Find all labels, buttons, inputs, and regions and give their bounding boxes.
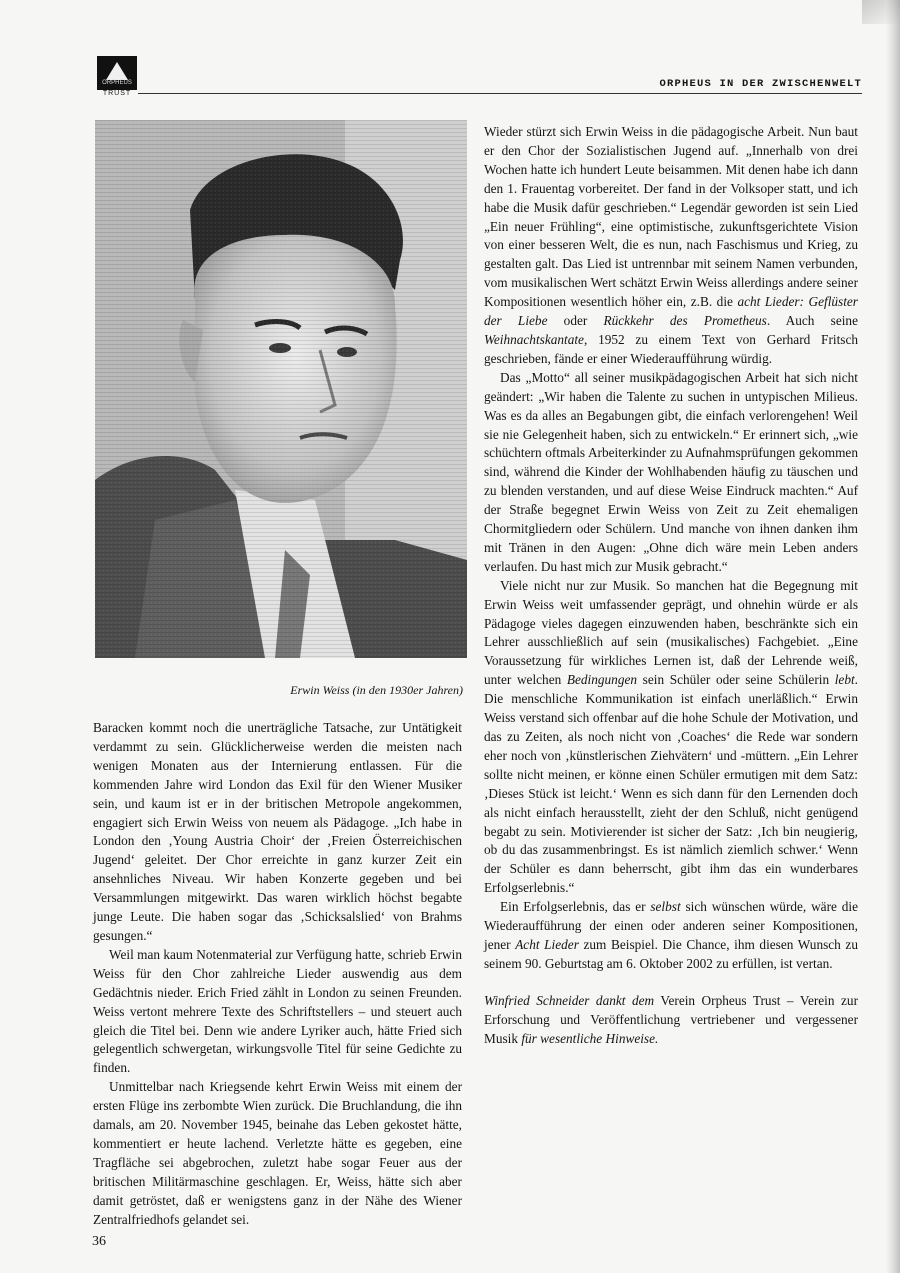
text-run: , 1952 zu einem Text von Gerhard Fritsch geschrieben, fände er einer Wiederaufführung würdig.	[484, 331, 858, 366]
header-rule	[138, 93, 862, 94]
left-paragraph-2: Weil man kaum Notenmaterial zur Verfügung hatte, schrieb Erwin Weiss für den Chor zahlreiche Lieder auswendig aus dem Gedächtnis nieder. Erich Fried zählt in London zu seinen Freunden. Weiss vertont mehrere Texte des Schriftstellers – und steuert auch gleich die Titel bei. Denn wie andere Lyriker auch, hätte Fried sich gelegentlich schwergetan, wirkungsvolle Titel für seine Gedichte zu finden.	[93, 946, 462, 1076]
right-paragraph-4	[484, 898, 858, 974]
text-run: Wieder stürzt sich Erwin Weiss in die pädagogische Arbeit. Nun baut er den Chor der Sozialistischen Jugend auf. „Innerhalb von drei Wochen hatte ich hundert Leute beisammen. Mit denen habe ich dann den 1. Frauentag vorbereitet. Der fand in der Volksoper statt, und ich habe die Musik dafür geschrieben.“ Legendär geworden ist sein Lied „Ein neuer Frühling“, eine optimistische, zukunftsgerichtete Vision von einer besseren Welt, die es nun, nach Faschismus und Krieg, zu gestalten galt. Das Lied ist untrennbar mit seinem Namen verbunden, vom musikalischen Wert schätzt Erwin Weiss allerdings andere seiner Kompositionen wesentlich höher ein, z.B. die	[484, 124, 858, 310]
left-paragraph-1: Baracken kommt noch die unerträgliche Tatsache, zur Untätigkeit verdammt zu sein. Glücklicherweise werden die meisten nach wenigen Monaten aus der Internierung entlassen. Für die kommenden Jahre wird London das Exil für den Wiener Musiker sein, und kaum ist er in der britischen Metropole angekommen, engagiert sich Erwin Weiss von neuem als Pädagoge. „Ich habe in London den ‚Young Austria Choir‘ der ‚Freien Österreichischen Jugend‘ geleitet. Der Chor erreichte in ganz kurzer Zeit ein ansehnliches Niveau. Wir haben Konzerte gegeben und bei Versammlungen mitgewirkt. Das waren wirklich höchst begabte junge Leute. Die haben sogar das ‚Schicksalslied‘ von Brahms gesungen.“	[93, 720, 462, 943]
ack-author: Winfried Schneider dankt dem	[484, 992, 655, 1008]
page-number: 36	[92, 1234, 106, 1249]
text-run: Viele nicht nur zur Musik. So manchen hat die Begegnung mit Erwin Weiss weit umfassender geprägt, und ohnehin würde er als Pädagoge vieles dagegen einzuwenden haben, beschränkte sich ein Lehrer ausschließlich auf sein (musikalisches) Fachgebiet. „Eine Voraussetzung für wirkliches Lernen ist, daß der Lehrende weiß, unter welchen	[484, 577, 858, 688]
left-paragraph-3: Unmittelbar nach Kriegsende kehrt Erwin Weiss mit einem der ersten Flüge ins zerbombte Wien zurück. Die Bruchlandung, die ihn damals, am 20. November 1945, beinahe das Leben gekostet hätte, kommentiert er heute lachend. Verletzte hätte es gegeben, eine Tragfläche sei abgebrochen, zuletzt habe sogar Feuer aus der britischen Militärmaschine geschlagen. Er, Weiss, hätte sich aber damit getröstet, daß er wenigstens ganz in der Nähe des Wiener Zentralfriedhofs gelandet sei.	[93, 1079, 462, 1227]
work-title: Acht Lieder	[515, 936, 579, 952]
triangle-icon	[106, 62, 128, 80]
right-paragraph-1	[484, 123, 858, 369]
photo-caption: Erwin Weiss (in den 1930er Jahren)	[290, 683, 463, 697]
text-run: . Die menschliche Kommunikation ist einfach unerläßlich.“ Erwin Weiss verstand sich offenbar auf die hohe Schule der Motivation, und das zu Zeiten, als noch nicht von ‚Coaches‘ die Rede war sondern eher noch von ‚künstlerischen Ziehvätern‘ und -müttern. „Ein Lehrer sollte nicht meinen, er könne einen Schüler ermutigen mit dem Satz: ‚Dieses Stück ist leicht.‘ Wenn es sich dann für den Lernenden doch als nicht einfach herausstellt, zieht der den Schluß, nicht genügend begabt zu sein. Motivierender ist sicher der Satz: ‚Ich bin neugierig, ob du das zusammenbringst. Es ist nämlich ziemlich schwer.‘ Wenn der Schüler es dann beherrscht, gibt ihm das ein wunderbares Erfolgserlebnis.“	[484, 672, 858, 896]
text-run: sich wünschen würde, wäre die Wiederaufführung der einen oder anderen seiner Kompositionen, jener	[484, 899, 858, 952]
text-run: zum Beispiel. Die Chance, ihm diesen Wunsch zu seinem 90. Geburtstag am 6. Oktober 2002 zu erfüllen, ist vertan.	[484, 936, 858, 971]
running-head: ORPHEUS IN DER ZWISCHENWELT	[659, 78, 862, 90]
logo-text-orpheus: ORPHEUS	[102, 80, 132, 86]
work-title: acht Lieder: Geflüster der Liebe	[484, 294, 858, 329]
text-run: sein Schüler oder seine Schülerin	[637, 672, 835, 688]
acknowledgement	[484, 992, 858, 1049]
emphasis: selbst	[650, 899, 681, 915]
ack-end: für wesentliche Hinweise.	[521, 1030, 659, 1046]
work-title: Rückkehr des Prometheus	[603, 313, 767, 329]
logo-text-trust: TRUST	[102, 90, 132, 97]
scan-shadow	[886, 0, 900, 1273]
text-run: Verein Orpheus Trust – Verein zur Erforschung und Veröffentlichung vertriebener und vergessener Musik	[484, 992, 858, 1046]
text-run: Ein Erfolgserlebnis, das er	[500, 899, 651, 915]
text-run: oder	[547, 313, 604, 329]
text-run: . Auch seine	[766, 313, 858, 329]
logo-mark	[97, 56, 137, 90]
left-column	[93, 719, 462, 1229]
right-paragraph-2: Das „Motto“ all seiner musikpädagogischen Arbeit hat sich nicht geändert: „Wir haben die Talente zu suchen in untypischen Milieus. Was es da alles an Begabungen gibt, die einfach verlorengehen! Weil sie nie Gelegenheit haben, sich zu entwickeln.“ Er erinnert sich, „wie schüchtern oftmals Arbeiterkinder zu Aufnahmsprüfungen gekommen sind, während die Kinder der Wohlhabenden häufig zu täuschen und zu blenden verstanden, und auf diese Weise Eindruck machten.“ Auf der Straße begegnet Erwin Weiss von Zeit zu Zeit ehemaligen Chormitgliedern oder Schülern. Und manche von ihnen danken ihm mit Tränen in den Augen: „Ohne dich wäre mein Leben anders verlaufen. Du hast mich zur Musik gebracht.“	[484, 369, 858, 574]
scan-corner-shadow	[862, 0, 900, 24]
portrait-photo	[95, 120, 467, 658]
emphasis: Bedingungen	[566, 672, 638, 688]
right-paragraph-3	[484, 577, 858, 898]
work-title: Weihnachtskantate	[484, 331, 584, 347]
emphasis: lebt	[834, 672, 855, 688]
orpheus-trust-logo	[97, 56, 137, 100]
portrait-image	[95, 120, 467, 658]
right-column	[484, 123, 858, 1049]
